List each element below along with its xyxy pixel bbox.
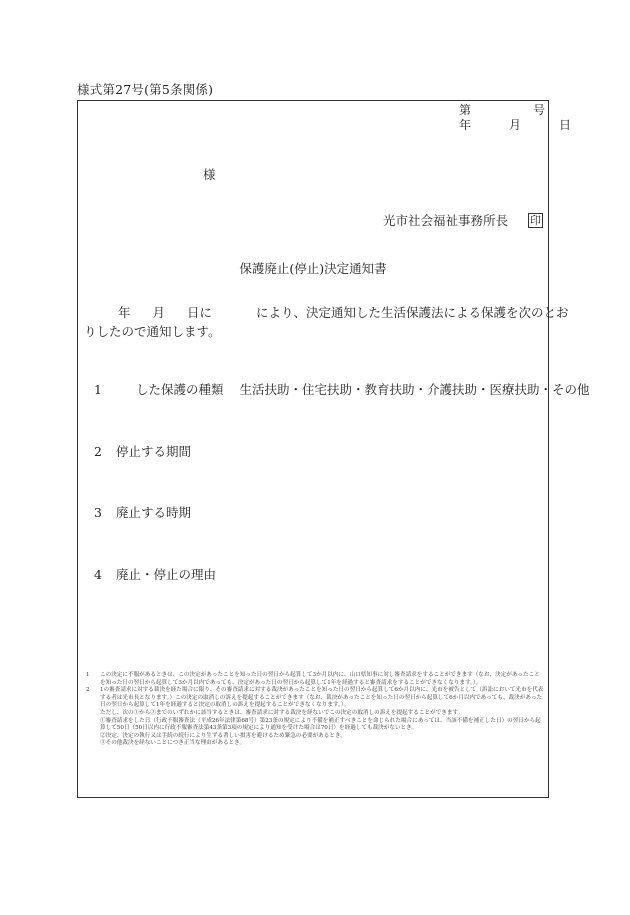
item-number: 3	[94, 505, 102, 520]
item-number: 2	[94, 444, 102, 459]
document-title: 保護廃止(停止)決定通知書	[239, 261, 387, 276]
note-proviso-3: ③その他裁決を経ないことにつき正当な理由があるとき。	[100, 740, 246, 747]
note-text: 1の審査請求に対する裁決を経た場合に限り、その審査請求に対する裁決があったことを知った日の翌日から起算して6か月以内に、光市を被告として（訴訟において光市を代表する者は光市長となります。）この決定の取消しの訴えを提起することができます（なお、裁決があったことを知った日の翌日から起算して6か月以内であっても、裁決があった日の翌日から起算して1年を経過すると決定の取消しの訴えを提起することができなくなります。）。	[100, 687, 544, 709]
note-number: 2	[86, 687, 90, 694]
note-proviso: ただし、次の①から③までのいずれかに該当するときは、審査請求に対する裁決を経ないでこの決定の取消しの訴えを提起することができます。	[100, 709, 464, 716]
addressee-salutation: 様	[203, 167, 216, 182]
note-1	[86, 672, 544, 687]
body-line-2-text: したので通知します。	[96, 324, 221, 339]
note-2	[86, 687, 544, 710]
appeal-notes	[86, 672, 544, 748]
body-year: 年	[118, 305, 131, 320]
date-day: 日	[559, 118, 572, 132]
body-line-1	[118, 303, 569, 321]
document-frame	[77, 100, 590, 798]
body-month: 月	[152, 305, 166, 320]
item-label: 廃止する時期	[115, 505, 191, 520]
issuer-block	[383, 211, 543, 229]
note-proviso-1: ①審査請求をした日（行政不服審査法（平成26年法律第68号）第23条の規定により不備を補正すべきことを命じられた場合にあっては、当該不備を補正した日）の翌日から起算して50日（50日以内に行政不服審査法第43条第3項の規定により通知を受けた場合は70日）を経過しても裁決がないとき。	[100, 717, 541, 732]
date-month: 月	[509, 118, 522, 132]
item-number: 1	[94, 382, 102, 397]
item-label: した保護の種類	[135, 382, 224, 397]
body-line-2-start: り	[84, 324, 97, 339]
document-number-date	[459, 103, 571, 133]
body-line-2	[84, 322, 221, 340]
note-text: この決定に不服があるときは、この決定があったことを知った日の翌日から起算して3か月以内に、山口県知事に対し審査請求をすることができます（なお、決定があったことを知った日の翌日から起算して3か月以内であっても、決定があった日の翌日から起算して1年を経過すると審査請求をすることができなくなります。）。	[100, 672, 540, 686]
number-prefix: 第	[459, 103, 472, 117]
item-value: 生活扶助・住宅扶助・教育扶助・介護扶助・医療扶助・その他	[239, 382, 590, 397]
item-suspension-period	[94, 442, 191, 460]
item-reason	[94, 565, 216, 583]
date-year: 年	[459, 118, 472, 132]
note-proviso-2: ②決定、決定の執行又は手続の続行により生ずる著しい損害を避けるため緊急の必要があるとき。	[100, 732, 346, 739]
seal-mark: 印	[530, 213, 542, 227]
note-number: 1	[86, 672, 90, 678]
form-number-label: 様式第27号(第5条関係)	[77, 82, 214, 97]
item-label: 停止する期間	[115, 444, 191, 459]
item-protection-type	[94, 380, 589, 398]
body-line-1-text: により、決定通知した生活保護法による保護を次のとお	[256, 305, 569, 320]
item-abolition-timing	[94, 503, 191, 521]
body-day: 日に	[187, 305, 213, 320]
number-suffix: 号	[533, 103, 546, 117]
issuer-name: 光市社会福祉事務所長	[383, 213, 509, 228]
item-label: 廃止・停止の理由	[115, 567, 216, 582]
item-number: 4	[94, 567, 102, 582]
